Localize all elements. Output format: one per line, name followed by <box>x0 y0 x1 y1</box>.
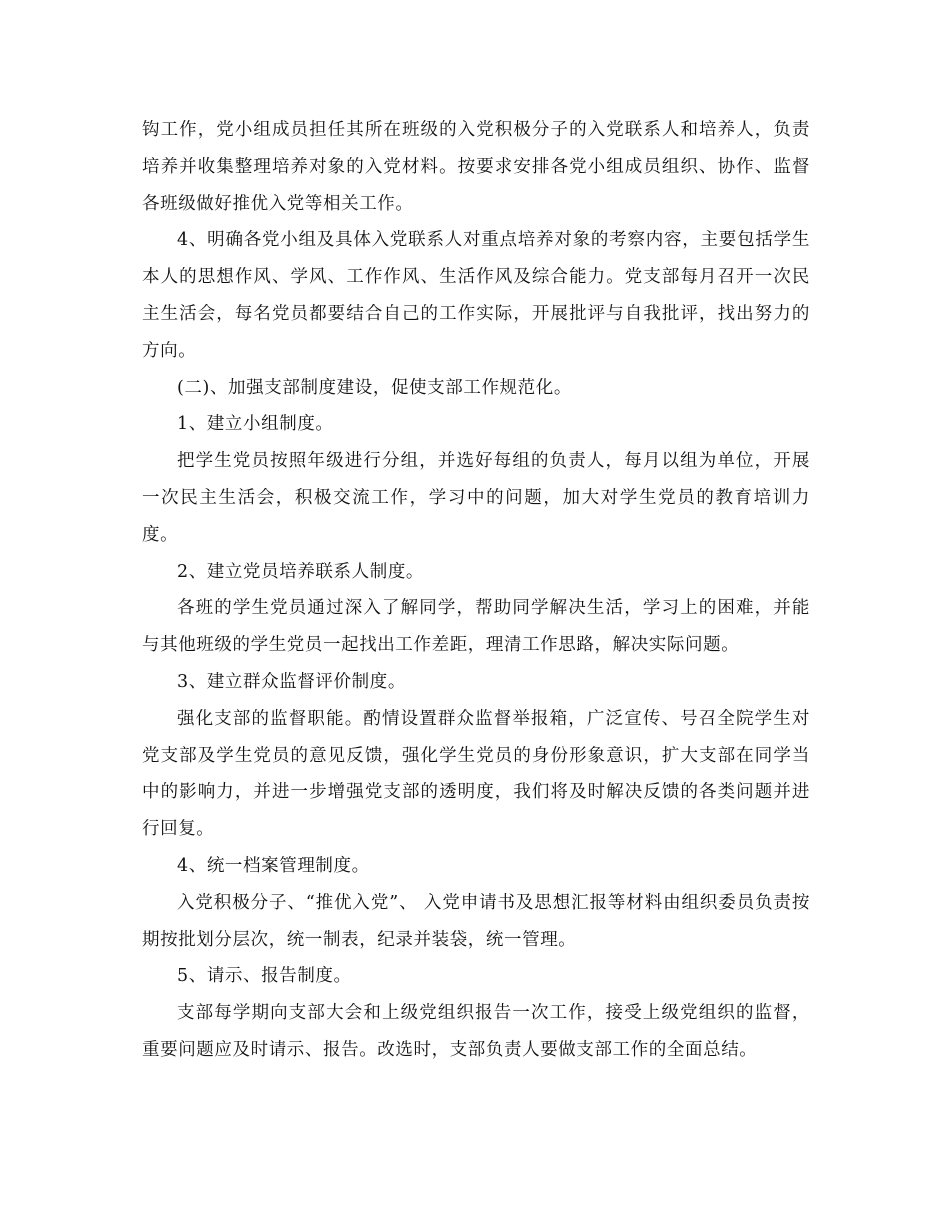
list-heading-5: 5、请示、报告制度。 <box>177 966 352 987</box>
list-heading-1: 1、建立小组制度。 <box>177 414 334 435</box>
paragraph-supervision: 强化支部的监督职能。酌情设置群众监督举报箱，广泛宣传、号召全院学生对党支部及学生党员的意见反馈，强化学生党员的身份形象意识，扩大支部在同学当中的影响力，并进一步增强党支部的透明度，我们将及时解决反馈的各类问题并进行回复。 <box>142 708 810 840</box>
list-heading-3: 3、建立群众监督评价制度。 <box>177 671 406 692</box>
section-heading-2: (二)、加强支部制度建设，促使支部工作规范化。 <box>177 377 572 398</box>
paragraph-contact-system: 各班的学生党员通过深入了解同学，帮助同学解决生活，学习上的困难，并能与其他班级的学生党员一起找出工作差距，理清工作思路，解决实际问题。 <box>142 598 810 656</box>
paragraph-archive: 入党积极分子、“推优入党”、 入党申请书及思想汇报等材料由组织委员负责按期按批划分层次，统一制表，纪录并装袋，统一管理。 <box>142 892 810 950</box>
paragraph-item-4-assessment: 4、明确各党小组及具体入党联系人对重点培养对象的考察内容，主要包括学生本人的思想作风、学风、工作作风、生活作风及综合能力。党支部每月召开一次民主生活会，每名党员都要结合自己的工作实际，开展批评与自我批评，找出努力的方向。 <box>142 230 810 361</box>
document-body <box>142 112 810 1069</box>
list-heading-2: 2、建立党员培养联系人制度。 <box>177 561 425 582</box>
paragraph-continued-party-group-duties: 钩工作，党小组成员担任其所在班级的入党积极分子的入党联系人和培养人，负责培养并收集整理培养对象的入党材料。按要求安排各党小组成员组织、协作、监督各班级做好推优入党等相关工作。 <box>142 120 810 214</box>
paragraph-reporting: 支部每学期向支部大会和上级党组织报告一次工作，接受上级党组织的监督，重要问题应及时请示、报告。改选时，支部负责人要做支部工作的全面总结。 <box>142 1003 810 1060</box>
paragraph-group-system: 把学生党员按照年级进行分组，并选好每组的负责人，每月以组为单位，开展一次民主生活会，积极交流工作，学习中的问题，加大对学生党员的教育培训力度。 <box>142 451 810 545</box>
list-heading-4: 4、统一档案管理制度。 <box>177 855 370 876</box>
